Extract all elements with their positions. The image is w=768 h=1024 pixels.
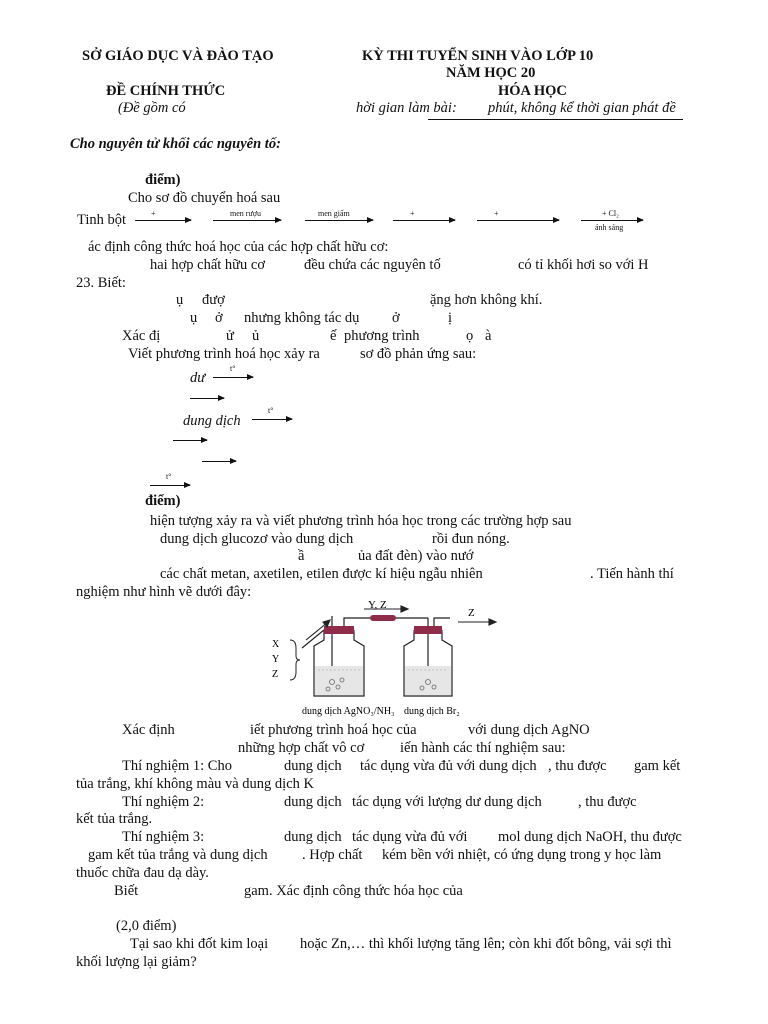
experiment-apparatus-diagram [262, 596, 512, 720]
exp2-b: dung dịch [284, 794, 342, 810]
fig-label-yz: Y, Z [368, 599, 387, 611]
q1b-l4-e: ị [448, 310, 453, 326]
q2-points: điểm) [145, 493, 181, 509]
exp2-a: Thí nghiệm 2: [122, 794, 205, 810]
q2b-l6-c: với dung dịch AgNO [468, 722, 590, 738]
reaction-6-temp: t° [166, 472, 172, 481]
reaction-3-reagent: dung dịch [183, 413, 241, 429]
q1b-l1-b: đều chứa các nguyên tố [304, 257, 441, 273]
exp3-d: mol dung dịch NaOH, thu được [498, 829, 682, 845]
q2a-l3-b: ủa đất đèn) vào nướ [358, 548, 474, 564]
left-liquid [315, 666, 363, 695]
rubber-connector [370, 615, 396, 621]
q2a-l3-a: ầ [298, 548, 305, 564]
fig-label-z-out: Z [468, 607, 475, 619]
exp3-c: tác dụng vừa đủ với [352, 829, 468, 845]
q2b-l4-b: . Tiến hành thí [590, 566, 674, 582]
fig-caption-left: dung dịch AgNO₃/NH₃ [302, 706, 395, 717]
fig-label-z: Z [272, 669, 279, 680]
reaction-1-temp: t° [230, 364, 236, 373]
exp1-c: tác dụng vừa đủ với dung dịch [360, 758, 537, 774]
scheme-arrow-6-label: + Cl₂ [602, 209, 619, 218]
subject-name: HÓA HỌC [498, 83, 567, 99]
exp3-b: dung dịch [284, 829, 342, 845]
reaction-3-arrow [252, 419, 292, 420]
q1b-l5-d: ế [330, 328, 337, 344]
q2b-l5: nghiệm như hình vẽ dưới đây: [76, 584, 252, 600]
reaction-1-arrow [213, 377, 253, 378]
exp1-f: tủa trắng, khí không màu và dung dịch K [76, 776, 314, 792]
exp1-d: , thu được [548, 758, 607, 774]
left-stopper [324, 626, 354, 634]
q1b-l5-e: phương trình [344, 328, 420, 344]
q1b-l4-b: ở [215, 310, 223, 326]
q3-points: (2,0 điểm) [116, 918, 177, 934]
department-name: SỞ GIÁO DỤC VÀ ĐÀO TẠO [82, 48, 274, 64]
reaction-1-reagent: dư [190, 370, 206, 386]
q1b-l3-c: ặng hơn không khí. [430, 292, 543, 308]
scheme-arrow-6-condition: ánh sáng [595, 223, 624, 232]
scheme-start: Tinh bột [77, 212, 127, 228]
q2c-l7-a: những hợp chất vô cơ [238, 740, 365, 756]
q1b-l5-c: ủ [252, 328, 260, 344]
scheme-arrow-5-label: + [494, 209, 499, 218]
atomic-mass-heading: Cho nguyên tử khối các nguyên tố: [70, 136, 281, 152]
q3-l1-a: Tại sao khi đốt kim loại [130, 936, 269, 952]
exp3-a: Thí nghiệm 3: [122, 829, 205, 845]
q1b-l1-a: hai hợp chất hữu cơ [150, 257, 265, 273]
right-stopper [414, 626, 442, 634]
gas-brace [290, 640, 300, 680]
q2a-l1: hiện tượng xảy ra và viết phương trình hóa học trong các trường hợp sau [150, 513, 572, 529]
time-note: phút, không kể thời gian phát đề [488, 100, 676, 116]
scheme-arrow-1-label: + [151, 209, 156, 218]
q1b-l5-b: ử [226, 328, 234, 344]
q2b-l4-a: các chất metan, axetilen, etilen được kí hiệu ngẫu nhiên [160, 566, 483, 582]
header-underline [428, 119, 683, 120]
q1b-l4-c: nhưng không tác dụ [244, 310, 360, 326]
reaction-5-arrow [202, 461, 236, 462]
exp3-h: thuốc chữa đau dạ dày. [76, 865, 209, 881]
exp1-a: Thí nghiệm 1: Cho [122, 758, 232, 774]
q1-points: điểm) [145, 172, 181, 188]
scheme-arrow-4 [393, 220, 455, 221]
q3-l2: khối lượng lại giảm? [76, 954, 197, 970]
exp1-b: dung dịch [284, 758, 342, 774]
q1b-l5-g: à [485, 328, 492, 344]
q1b-l5-f: ọ [466, 328, 474, 344]
q1b-l4-a: ụ [190, 310, 198, 326]
scheme-arrow-2 [213, 220, 281, 221]
reaction-2-arrow [190, 398, 224, 399]
exp3-e: gam kết tủa trắng và dung dịch [88, 847, 268, 863]
scheme-arrow-3 [305, 220, 373, 221]
q1c-l6-a: Viết phương trình hoá học xảy ra [128, 346, 320, 362]
scheme-arrow-2-label: men rượu [230, 209, 262, 218]
q1b-l4-d: ở [392, 310, 400, 326]
q1c-l6-b: sơ đồ phản ứng sau: [360, 346, 477, 362]
gas-inlet-line [302, 630, 324, 648]
q1b-l3-a: ụ [176, 292, 184, 308]
official-label: ĐỀ CHÍNH THỨC [106, 83, 226, 99]
q2b-l6-b: iết phương trình hoá học của [250, 722, 417, 738]
exp2-d: , thu được [578, 794, 637, 810]
exp3-g: kém bền với nhiệt, có ứng dụng trong y học làm [382, 847, 662, 863]
fig-label-x: X [272, 639, 280, 650]
exp2-c: tác dụng với lượng dư dung dịch [352, 794, 542, 810]
q1-intro: Cho sơ đồ chuyển hoá sau [128, 190, 281, 206]
exp3-f: . Hợp chất [302, 847, 363, 863]
time-label: hời gian làm bài: [356, 100, 457, 116]
page-count-note: (Đề gồm có [118, 100, 186, 116]
scheme-arrow-6 [581, 220, 643, 221]
q1a-text: ác định công thức hoá học của các hợp chất hữu cơ: [88, 239, 389, 255]
reaction-4-arrow [173, 440, 207, 441]
known-b: gam. Xác định công thức hóa học của [244, 883, 463, 899]
q2c-l7-b: iến hành các thí nghiệm sau: [400, 740, 566, 756]
scheme-arrow-1 [135, 220, 191, 221]
q1b-l5-a: Xác đị [122, 328, 161, 344]
reaction-3-temp: t° [268, 406, 274, 415]
scheme-arrow-4-label: + [410, 209, 415, 218]
q1b-l2: 23. Biết: [76, 275, 126, 291]
school-year: NĂM HỌC 20 [446, 65, 536, 81]
q2a-l2-b: rồi đun nóng. [432, 531, 510, 547]
exp2-e: kết tủa trắng. [76, 811, 153, 827]
q3-l1-b: hoặc Zn,… thì khối lượng tăng lên; còn khi đốt bông, vải sợi thì [300, 936, 672, 952]
q1b-l1-c: có tỉ khối hơi so với H [518, 257, 649, 273]
fig-label-y: Y [272, 654, 280, 665]
known-a: Biết [114, 883, 139, 899]
exam-title: KỲ THI TUYỂN SINH VÀO LỚP 10 [362, 48, 594, 64]
q1b-l3-b: đượ [202, 292, 225, 308]
q2a-l2-a: dung dịch glucozơ vào dung dịch [160, 531, 354, 547]
exp1-e: gam kết [634, 758, 681, 774]
q2b-l6-a: Xác định [122, 722, 175, 738]
scheme-arrow-5 [477, 220, 559, 221]
scheme-arrow-3-label: men giấm [318, 209, 350, 218]
reaction-6-arrow [150, 485, 190, 486]
right-liquid [405, 666, 451, 695]
fig-caption-right: dung dịch Br₂ [404, 706, 460, 717]
